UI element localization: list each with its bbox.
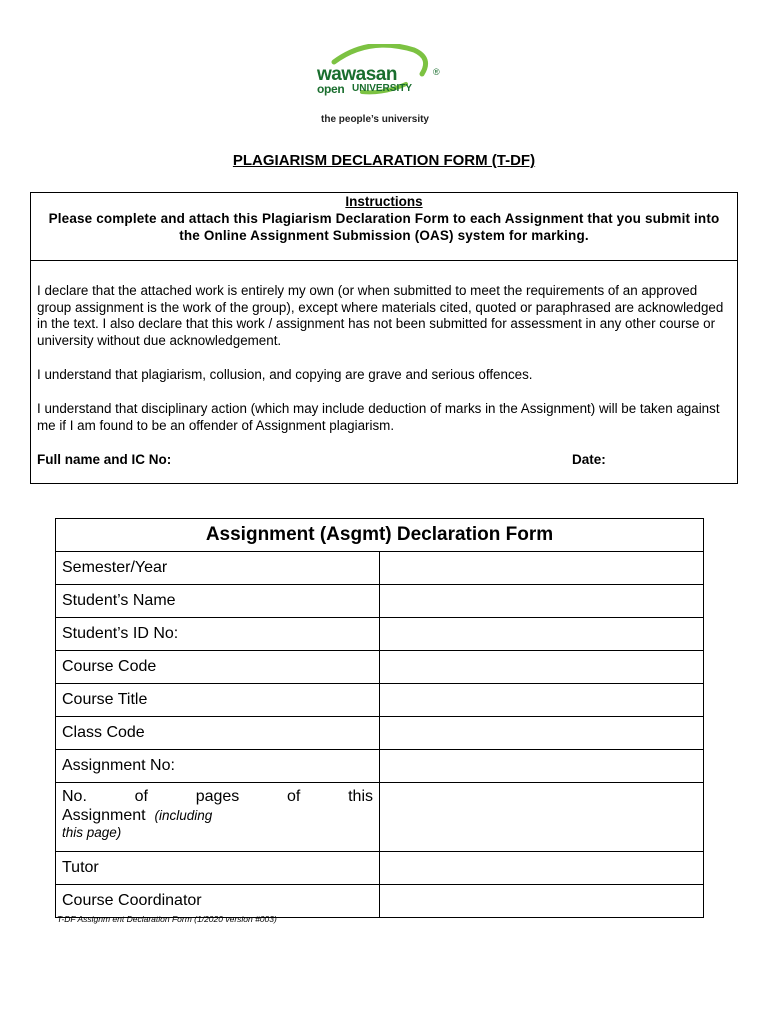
pages-note-part2: this page)	[62, 825, 122, 840]
field-assignment-no[interactable]	[380, 750, 704, 783]
declaration-paragraph-1: I declare that the attached work is entirely my own (or when submitted to meet the requirements of an approved group assignment is the work of the group), except where materials cited, quoted or paraphrased are acknowledged in the text. I also declare that this work / assignment has not been submitted for assessment in any other course or university without due acknowledgement.	[37, 283, 724, 348]
instructions-text: Please complete and attach this Plagiarism Declaration Form to each Assignment that you submit into the Online Assignment Submission (OAS) system for marking.	[48, 211, 720, 243]
row-label-pages	[56, 783, 380, 852]
field-pages[interactable]	[380, 783, 704, 852]
logo-tagline: the people’s university	[321, 114, 429, 125]
full-name-ic-label: Full name and IC No:	[37, 452, 172, 467]
row-label-course-code: Course Code	[56, 651, 380, 684]
instructions-section	[31, 193, 737, 261]
logo-wordmark: wawasan	[317, 64, 397, 85]
logo-open-text: open	[317, 82, 345, 96]
field-course-code[interactable]	[380, 651, 704, 684]
assignment-form-title: Assignment (Asgmt) Declaration Form	[56, 519, 704, 552]
declaration-paragraph-2: I understand that plagiarism, collusion, and copying are grave and serious offences.	[37, 367, 533, 382]
logo-university-text: UNIVERSITY	[352, 83, 413, 94]
row-label-course-title: Course Title	[56, 684, 380, 717]
row-label-student-name: Student’s Name	[56, 585, 380, 618]
field-course-title[interactable]	[380, 684, 704, 717]
declaration-paragraph-3: I understand that disciplinary action (which may include deduction of marks in the Assignment) will be taken against me if I am found to be an offender of Assignment plagiarism.	[37, 401, 720, 433]
pages-label-line1: No. of pages of this	[62, 788, 373, 805]
row-label-class-code: Class Code	[56, 717, 380, 750]
plagiarism-declaration-box	[30, 192, 738, 484]
date-label: Date:	[572, 452, 606, 467]
row-label-course-coordinator: Course Coordinator	[56, 885, 380, 918]
instructions-heading: Instructions	[345, 194, 423, 209]
footer-version: T-DF Assignm ent Declaration Form (1/2020 version #003)	[57, 914, 277, 924]
row-label-assignment-no: Assignment No:	[56, 750, 380, 783]
pages-note-part1: (including	[154, 808, 213, 823]
logo-registered-mark: ®	[433, 67, 440, 77]
form-title: PLAGIARISM DECLARATION FORM (T-DF)	[232, 152, 536, 169]
field-class-code[interactable]	[380, 717, 704, 750]
field-semester-year[interactable]	[380, 552, 704, 585]
pages-label-assignment: Assignment	[62, 807, 146, 824]
university-logo	[314, 44, 444, 128]
pages-label-line2	[62, 806, 373, 825]
field-student-id[interactable]	[380, 618, 704, 651]
field-course-coordinator[interactable]	[380, 885, 704, 918]
assignment-declaration-table	[55, 518, 704, 918]
field-tutor[interactable]	[380, 852, 704, 885]
row-label-tutor: Tutor	[56, 852, 380, 885]
field-student-name[interactable]	[380, 585, 704, 618]
row-label-student-id: Student’s ID No:	[56, 618, 380, 651]
row-label-semester-year: Semester/Year	[56, 552, 380, 585]
